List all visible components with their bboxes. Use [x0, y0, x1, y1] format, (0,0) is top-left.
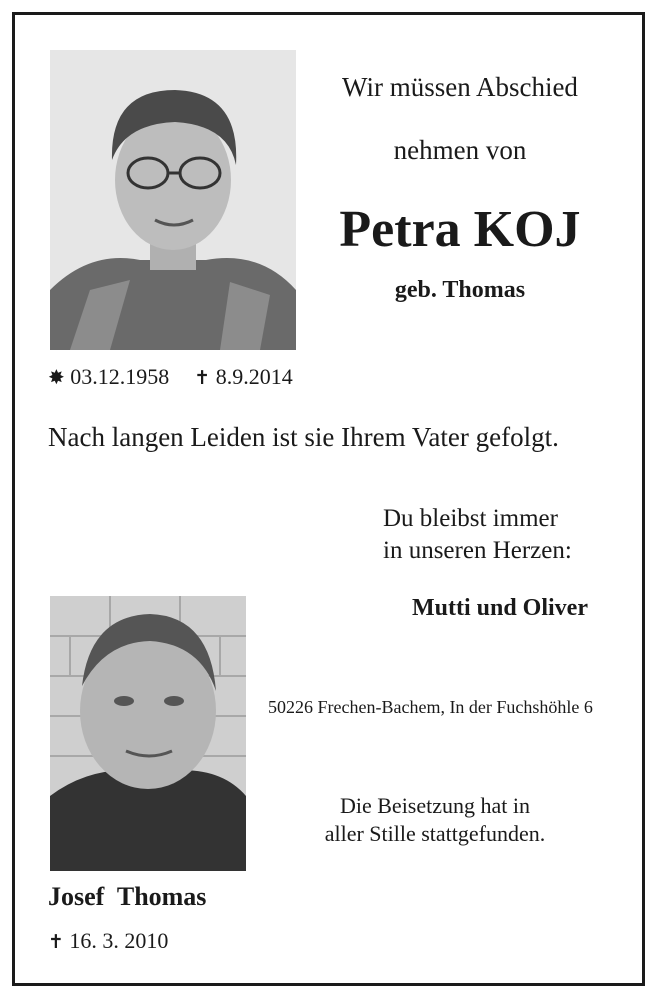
farewell-line-1: Du bleibst immer	[383, 505, 558, 532]
father-name: Josef Thomas	[48, 882, 207, 911]
mourners: Mutti und Oliver	[411, 595, 588, 621]
intro-line-1: Wir müssen Abschied	[342, 72, 578, 102]
photo-petra	[50, 50, 296, 350]
farewell-line-2: in unseren Herzen:	[383, 537, 572, 564]
portrait-woman-image	[50, 50, 296, 350]
birth-date: 03.12.1958	[70, 364, 170, 389]
life-dates	[48, 364, 293, 390]
message: Nach langen Leiden ist sie Ihrem Vater gefolgt.	[48, 422, 559, 452]
portrait-man-image	[50, 596, 246, 871]
funeral-line-1: Die Beisetzung hat in	[339, 793, 530, 818]
birth-star-icon: ✸	[48, 365, 65, 389]
death-date: 8.9.2014	[215, 364, 293, 389]
deceased-name: Petra KOJ	[339, 201, 581, 258]
father-death	[48, 928, 168, 954]
photo-josef	[50, 596, 246, 871]
death-cross-icon: ✝	[194, 367, 211, 389]
deceased-birth-name: geb. Thomas	[394, 277, 526, 303]
funeral-line-2: aller Stille stattgefunden.	[324, 821, 546, 846]
intro-line-2: nehmen von	[393, 135, 527, 165]
father-death-date: 16. 3. 2010	[69, 928, 169, 953]
address: 50226 Frechen-Bachem, In der Fuchshöhle 6	[268, 697, 593, 717]
father-death-cross-icon: ✝	[48, 931, 64, 953]
